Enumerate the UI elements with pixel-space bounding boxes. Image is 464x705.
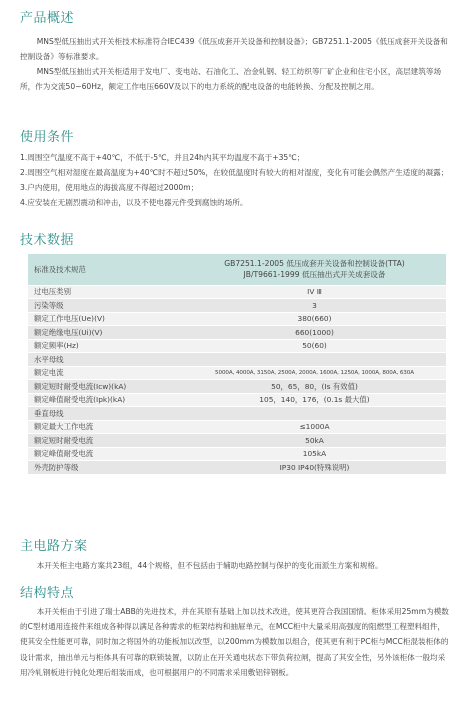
circuit-paragraph: 本开关柜主电路方案共23组，44个规格，但不包括由于辅助电路控制与保护的变化而派生方案和规格。 xyxy=(36,561,383,570)
row-value xyxy=(183,353,446,367)
row-value: 105kA xyxy=(183,447,446,461)
circuit-title: 主电路方案 xyxy=(20,539,88,554)
row-name: 额定电流 xyxy=(28,366,183,380)
table-row xyxy=(28,326,446,340)
table-row xyxy=(28,285,446,299)
row-name: 水平母线 xyxy=(28,353,183,367)
header-value-line-2: JB/T9661-1999 低压抽出式开关成套设备 xyxy=(243,270,386,280)
structure-text xyxy=(20,604,450,680)
condition-item-2: 2.周围空气相对湿度在最高温度为+40℃时不超过50%，在较低温度时有较大的相对湿度，变化有可能会偶然产生适度的凝露； xyxy=(20,168,449,177)
overview-title: 产品概述 xyxy=(20,11,75,26)
row-value: ≤1000A xyxy=(183,420,446,434)
row-value: 105，140，176，(0.1s 最大值) xyxy=(183,393,446,407)
row-name: 额定短时耐受电流 xyxy=(28,434,183,448)
overview-paragraph-1: MNS型低压抽出式开关柜技术标准符合IEC439《低压成套开关设备和控制设备》；GB7251.1-2005《低压成套开关设备和控制设备》等标准要求。 xyxy=(20,37,448,61)
row-value: 50，65，80，(Is 有效值) xyxy=(183,380,446,394)
table-header-row xyxy=(28,254,446,285)
condition-item-3: 3.户内使用，使用地点的海拔高度不得超过2000m； xyxy=(20,183,199,192)
table-row xyxy=(28,312,446,326)
row-value: 50kA xyxy=(183,434,446,448)
row-name: 额定短时耐受电流(Icw)(kA) xyxy=(28,380,183,394)
condition-item-1: 1.周围空气温度不高于+40℃，不低于-5℃，并且24h内其平均温度不高于+35℃； xyxy=(20,153,305,162)
header-value-cell xyxy=(183,254,446,285)
table-row xyxy=(28,353,446,367)
structure-paragraph: 本开关柜由于引进了瑞士ABB的先进技术，并在其原有基础上加以技术改进，使其更符合我国国情。柜体采用25mm为模数的C型材通用连接件来组成各种得以满足各种需求的柜架结构和抽屉单元，在MCC柜中大量采用高强度的阻燃型工程塑料组件，使其安全性能更可靠，同时加之将国外的功能板加以改型，以200mm为模数加以组合，使其更有利于PC柜与MCC柜混装柜体的设计需求，抽出单元与柜体具有可靠的联锁装置，以防止在开关通电状态下带负荷拉闸，提高了其安全性，另外该柜体一般均采用冷轧钢板进行钝化处理后组装而成，也可根据用户的不同需求采用敷铝锌钢板。 xyxy=(20,607,449,677)
overview-paragraph-2: MNS型低压抽出式开关柜适用于发电厂、变电站、石油化工、冶金轧钢、轻工纺织等厂矿企业和住宅小区，高层建筑等场所，作为交流50~60Hz，额定工作电压660V及以下的电力系统的配电设备的电能转换、分配及控制之用。 xyxy=(20,67,442,91)
row-name: 过电压类别 xyxy=(28,285,183,299)
row-name: 额定频率(Hz) xyxy=(28,339,183,353)
row-name: 额定最大工作电流 xyxy=(28,420,183,434)
row-value: IV Ⅲ xyxy=(183,285,446,299)
row-name: 额定峰值耐受电流(Ipk)(kA) xyxy=(28,393,183,407)
conditions-list xyxy=(20,150,450,210)
row-name: 额定峰值耐受电流 xyxy=(28,447,183,461)
row-name: 污染等级 xyxy=(28,299,183,313)
table-row xyxy=(28,434,446,448)
row-name: 垂直母线 xyxy=(28,407,183,421)
table-row xyxy=(28,393,446,407)
row-name: 额定工作电压(Ue)(V) xyxy=(28,312,183,326)
table-row xyxy=(28,420,446,434)
row-value: 380(660) xyxy=(183,312,446,326)
table-row xyxy=(28,447,446,461)
row-name: 额定绝缘电压(Ui)(V) xyxy=(28,326,183,340)
table-row xyxy=(28,380,446,394)
header-name-cell: 标准及技术规范 xyxy=(28,254,183,285)
header-value-line-1: GB7251.1-2005 低压成套开关设备和控制设备(TTA) xyxy=(224,259,405,269)
tech-table xyxy=(28,254,446,475)
circuit-text xyxy=(20,558,450,573)
tech-title: 技术数据 xyxy=(20,233,75,248)
condition-item-4: 4.应安装在无剧烈震动和冲击，以及不使电器元件受到腐蚀的场所。 xyxy=(20,198,248,207)
row-value: 5000A, 4000A, 3150A, 2500A, 2000A, 1600A, 1250A, 1000A, 800A, 630A xyxy=(183,366,446,380)
row-value: 3 xyxy=(183,299,446,313)
table-row xyxy=(28,461,446,475)
table-row xyxy=(28,339,446,353)
table-row xyxy=(28,299,446,313)
table-row xyxy=(28,407,446,421)
table-row xyxy=(28,366,446,380)
row-value: 660(1000) xyxy=(183,326,446,340)
conditions-title: 使用条件 xyxy=(20,130,75,145)
row-value xyxy=(183,407,446,421)
overview-text xyxy=(20,34,450,94)
row-name: 外壳防护等级 xyxy=(28,461,183,475)
row-value: 50(60) xyxy=(183,339,446,353)
structure-title: 结构特点 xyxy=(20,586,75,601)
row-value: IP30 IP40(特殊说明) xyxy=(183,461,446,475)
